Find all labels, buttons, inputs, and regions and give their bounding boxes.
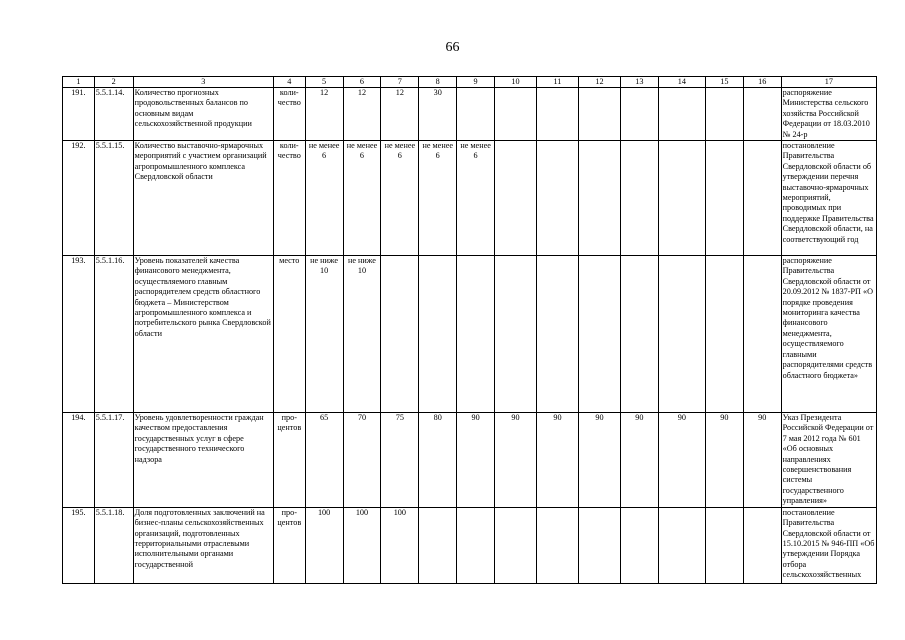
column-header: 15: [705, 77, 743, 88]
value-cell: [620, 141, 658, 256]
value-cell: [658, 507, 705, 583]
value-cell: не менее 6: [419, 141, 457, 256]
table-row: [63, 507, 877, 583]
column-header: 9: [457, 77, 495, 88]
column-header: 5: [305, 77, 343, 88]
value-cell: 12: [343, 88, 381, 141]
value-cell: 70: [343, 413, 381, 508]
unit-cell: про-центов: [273, 507, 305, 583]
value-cell: [457, 507, 495, 583]
value-cell: не менее 6: [343, 141, 381, 256]
value-cell: 12: [381, 88, 419, 141]
value-cell: [495, 256, 537, 413]
unit-cell: коли-чество: [273, 141, 305, 256]
table-row: [63, 413, 877, 508]
value-cell: 90: [457, 413, 495, 508]
value-cell: 90: [578, 413, 620, 508]
value-cell: [743, 88, 781, 141]
column-header: 8: [419, 77, 457, 88]
value-cell: 12: [305, 88, 343, 141]
column-header: 4: [273, 77, 305, 88]
row-number: 195.: [63, 507, 95, 583]
table-row: [63, 256, 877, 413]
value-cell: [419, 256, 457, 413]
column-header: 14: [658, 77, 705, 88]
indicator-name: Количество выставочно-ярмарочных мероприятий с участием организаций агропромышленного комплекса Свердловской области: [133, 141, 273, 256]
value-cell: [495, 88, 537, 141]
column-header: 10: [495, 77, 537, 88]
value-cell: не менее 6: [457, 141, 495, 256]
value-cell: [705, 88, 743, 141]
column-header: 13: [620, 77, 658, 88]
value-cell: [381, 256, 419, 413]
value-cell: [536, 256, 578, 413]
value-cell: [743, 507, 781, 583]
value-cell: 100: [343, 507, 381, 583]
value-cell: 75: [381, 413, 419, 508]
value-cell: [457, 88, 495, 141]
indicator-name: Уровень показателей качества финансового менеджмента, осуществляемого главным распорядителем средств областного бюджета – Министерством агропромышленного комплекса и потребительского рынка Свердловской области: [133, 256, 273, 413]
indicator-name: Уровень удовлетворенности граждан качеством предоставления государственных услуг в сфере государственного технического надзора: [133, 413, 273, 508]
value-cell: [743, 256, 781, 413]
column-header: 11: [536, 77, 578, 88]
indicator-code: 5.5.1.18.: [94, 507, 133, 583]
row-number: 193.: [63, 256, 95, 413]
value-cell: не менее 6: [305, 141, 343, 256]
header-row: [63, 77, 877, 88]
source-document: распоряжение Правительства Свердловской области от 20.09.2012 № 1837-РП «О порядке проведения мониторинга качества финансового менеджмента, осуществляемого главными распорядителями средств областного бюджета»: [781, 256, 876, 413]
value-cell: не ниже 10: [343, 256, 381, 413]
value-cell: [578, 507, 620, 583]
value-cell: [578, 88, 620, 141]
row-number: 191.: [63, 88, 95, 141]
column-header: 17: [781, 77, 876, 88]
column-header: 16: [743, 77, 781, 88]
source-document: постановление Правительства Свердловской области об утверждении перечня выставочно-ярмарочных мероприятий, проводимых при поддержке Правительства Свердловской области, на соответствующий год: [781, 141, 876, 256]
indicator-code: 5.5.1.17.: [94, 413, 133, 508]
value-cell: [705, 507, 743, 583]
indicator-code: 5.5.1.15.: [94, 141, 133, 256]
page-number: 66: [445, 40, 460, 55]
value-cell: [743, 141, 781, 256]
value-cell: 90: [536, 413, 578, 508]
value-cell: [620, 507, 658, 583]
value-cell: [658, 88, 705, 141]
value-cell: 90: [743, 413, 781, 508]
value-cell: 90: [705, 413, 743, 508]
unit-cell: про-центов: [273, 413, 305, 508]
value-cell: [620, 88, 658, 141]
value-cell: [658, 256, 705, 413]
value-cell: не ниже 10: [305, 256, 343, 413]
value-cell: 100: [381, 507, 419, 583]
source-document: постановление Правительства Свердловской области от 15.10.2015 № 946-ПП «Об утверждении Порядка отбора сельскохозяйственных: [781, 507, 876, 583]
unit-cell: коли-чество: [273, 88, 305, 141]
value-cell: [658, 141, 705, 256]
column-header: 1: [63, 77, 95, 88]
value-cell: [578, 141, 620, 256]
indicator-name: Доля подготовленных заключений на бизнес-планы сельскохозяйственных организаций, подготовленных территориальными отраслевыми исполнительными органами государственной: [133, 507, 273, 583]
column-header: 12: [578, 77, 620, 88]
value-cell: 100: [305, 507, 343, 583]
column-header: 7: [381, 77, 419, 88]
indicator-code: 5.5.1.14.: [94, 88, 133, 141]
value-cell: [705, 141, 743, 256]
value-cell: 90: [495, 413, 537, 508]
unit-cell: место: [273, 256, 305, 413]
indicators-table: [62, 76, 877, 584]
value-cell: 65: [305, 413, 343, 508]
value-cell: не менее 6: [381, 141, 419, 256]
row-number: 194.: [63, 413, 95, 508]
value-cell: [495, 141, 537, 256]
table-row: [63, 141, 877, 256]
source-document: распоряжение Министерства сельского хозяйства Российской Федерации от 18.03.2010 № 24-р: [781, 88, 876, 141]
value-cell: [419, 507, 457, 583]
value-cell: [495, 507, 537, 583]
value-cell: 80: [419, 413, 457, 508]
column-header: 2: [94, 77, 133, 88]
value-cell: [705, 256, 743, 413]
value-cell: 90: [658, 413, 705, 508]
value-cell: [536, 141, 578, 256]
source-document: Указ Президента Российской Федерации от 7 мая 2012 года № 601 «Об основных направлениях совершенствования системы государственного управления»: [781, 413, 876, 508]
value-cell: [457, 256, 495, 413]
column-header: 3: [133, 77, 273, 88]
value-cell: [578, 256, 620, 413]
value-cell: [536, 507, 578, 583]
table-row: [63, 88, 877, 141]
row-number: 192.: [63, 141, 95, 256]
value-cell: 30: [419, 88, 457, 141]
indicator-name: Количество прогнозных продовольственных балансов по основным видам сельскохозяйственной продукции: [133, 88, 273, 141]
indicator-code: 5.5.1.16.: [94, 256, 133, 413]
value-cell: 90: [620, 413, 658, 508]
column-header: 6: [343, 77, 381, 88]
value-cell: [620, 256, 658, 413]
value-cell: [536, 88, 578, 141]
